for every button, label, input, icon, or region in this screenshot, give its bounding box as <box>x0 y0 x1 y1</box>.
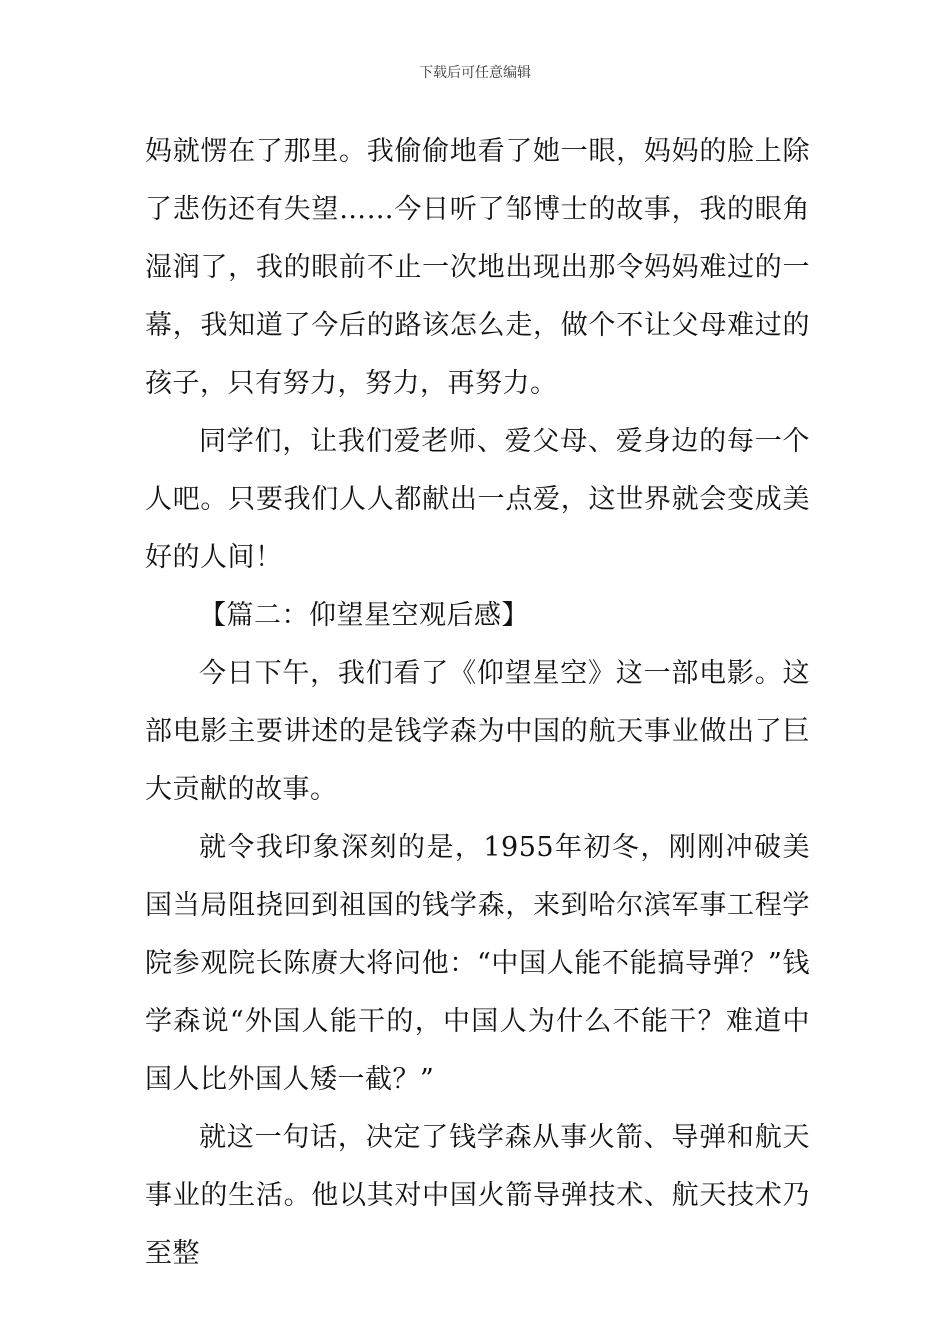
paragraph-closing-appeal: 同学们，让我们爱老师、爱父母、爱身边的每一个人吧。只要我们人人都献出一点爱，这世界就会变成美好的人间！ <box>145 426 810 573</box>
paragraph-quote: 就令我印象深刻的是，1955年初冬，刚刚冲破美国当局阻挠回到祖国的钱学森，来到哈尔滨军事工程学院参观院长陈赓大将问他：“中国人能不能搞导弹？”钱学森说“外国人能干的，中国人为什么不能干？难道中国人比外国人矮一截？” <box>145 832 810 1095</box>
page-header: 下载后可任意编辑 <box>419 65 531 81</box>
document-body <box>145 123 810 1283</box>
paragraph-continuation: 妈就愣在了那里。我偷偷地看了她一眼，妈妈的脸上除了悲伤还有失望……今日听了邹博士的故事，我的眼角湿润了，我的眼前不止一次地出现出那令妈妈难过的一幕，我知道了今后的路该怎么走，做个不让父母难过的孩子，只有努力，努力，再努力。 <box>145 136 810 399</box>
paragraph-intro: 今日下午，我们看了《仰望星空》这一部电影。这部电影主要讲述的是钱学森为中国的航天事业做出了巨大贡献的故事。 <box>145 658 810 805</box>
paragraph-career: 就这一句话，决定了钱学森从事火箭、导弹和航天事业的生活。他以其对中国火箭导弹技术、航天技术乃至整 <box>145 1122 810 1269</box>
section-title: 【篇二：仰望星空观后感】 <box>199 600 529 631</box>
